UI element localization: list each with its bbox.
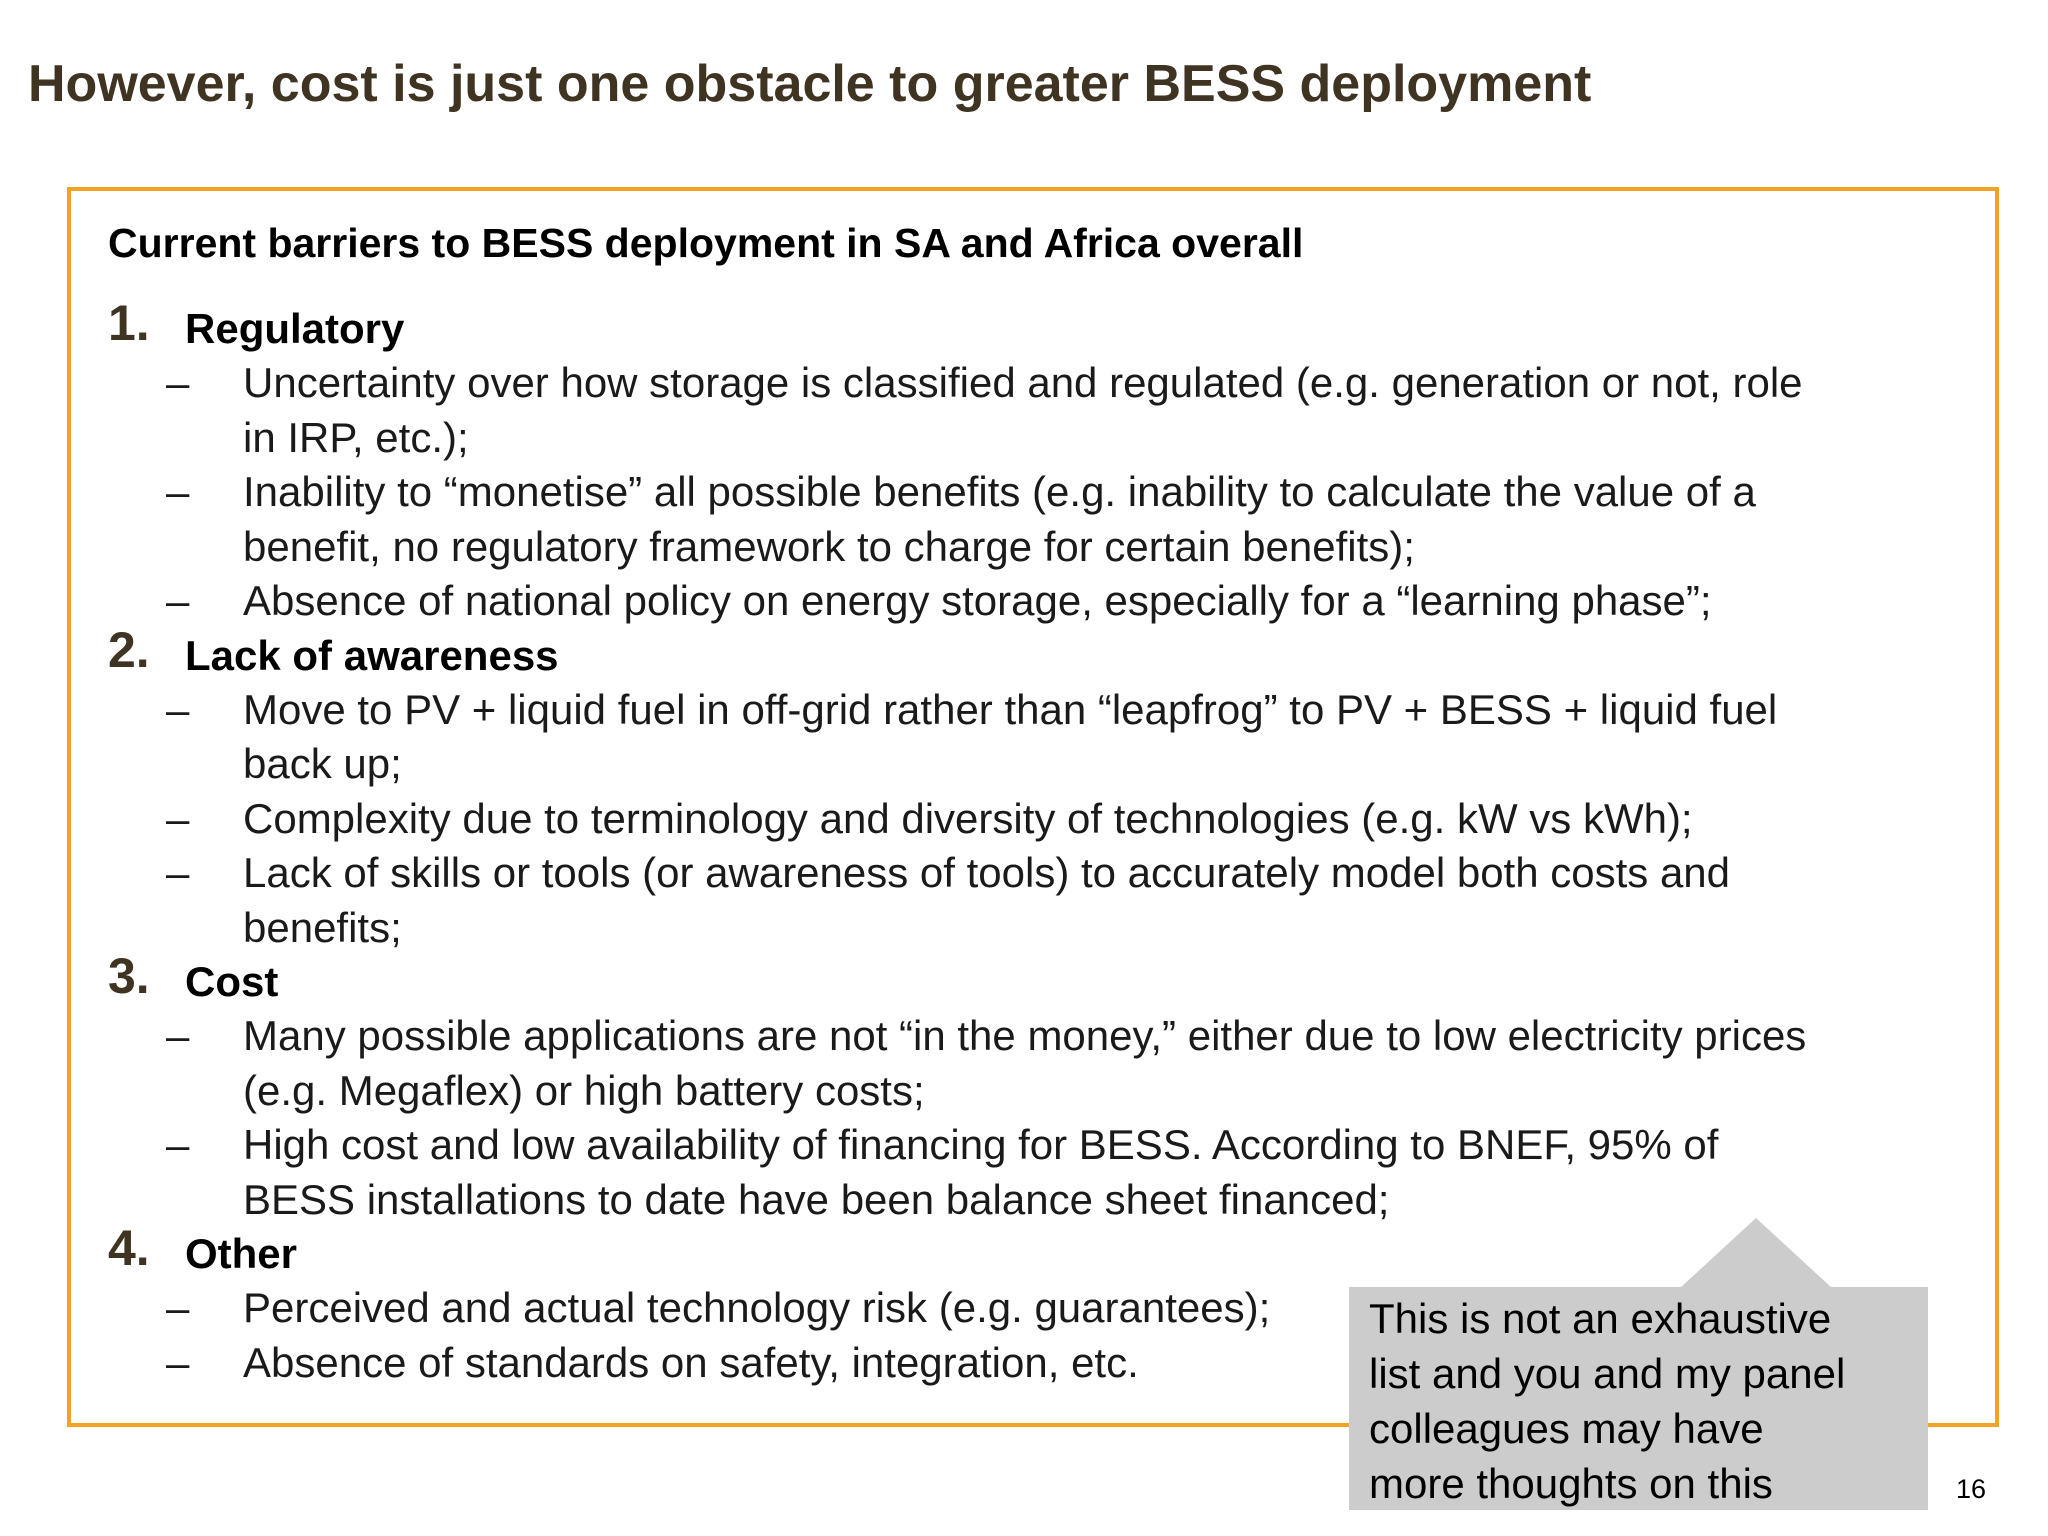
bullet-item <box>108 846 1968 955</box>
section-label: Lack of awareness <box>185 631 559 679</box>
page-number: 16 <box>1956 1474 1987 1504</box>
bullet-line: Complexity due to terminology and diversity of technologies (e.g. kW vs kWh); <box>243 794 1693 842</box>
section-cost <box>108 948 1968 1227</box>
section-label: Cost <box>185 958 279 1005</box>
bullet-item <box>108 683 1968 792</box>
bullet-dash: – <box>166 577 190 624</box>
bullet-dash: – <box>166 685 190 733</box>
bullet-dash: – <box>166 794 190 842</box>
section-label: Regulatory <box>185 305 405 352</box>
bullet-dash: – <box>166 1338 190 1386</box>
bullet-line: Absence of national policy on energy storage, especially for a “learning phase”; <box>243 577 1712 624</box>
bullet-item <box>108 1118 1968 1227</box>
bullet-dash: – <box>166 359 190 406</box>
bullet-line: benefits; <box>243 903 402 951</box>
bullet-item <box>108 792 1968 847</box>
bullet-line: in IRP, etc.); <box>243 413 469 461</box>
bullet-dash: – <box>166 1284 190 1331</box>
bullet-line: (e.g. Megaflex) or high battery costs; <box>243 1066 925 1114</box>
bullet-line: High cost and low availability of financing for BESS. According to BNEF, 95% of <box>243 1121 1719 1168</box>
bullet-item <box>108 465 1968 574</box>
bullet-line: Many possible applications are not “in the money,” either due to low electricity prices <box>243 1012 1807 1059</box>
box-heading: Current barriers to BESS deployment in SA and Africa overall <box>108 220 1304 266</box>
bullet-line: back up; <box>243 740 402 787</box>
bullet-dash: – <box>166 1012 190 1059</box>
bullet-line: benefit, no regulatory framework to charge for certain benefits); <box>243 522 1415 570</box>
section-regulatory <box>108 295 1968 629</box>
callout-line: This is not an exhaustive <box>1369 1295 1832 1342</box>
section-number: 2. <box>108 621 150 678</box>
section-number: 4. <box>108 1220 150 1276</box>
bullet-dash: – <box>166 468 190 515</box>
section-header <box>108 621 1968 683</box>
slide-title: However, cost is just one obstacle to greater BESS deployment <box>28 55 1592 113</box>
callout-line: list and you and my panel <box>1369 1350 1846 1397</box>
bullet-line: BESS installations to date have been balance sheet financed; <box>243 1175 1390 1223</box>
callout-note <box>1349 1287 1928 1510</box>
bullet-line: Absence of standards on safety, integration, etc. <box>243 1338 1139 1386</box>
bullet-line: Inability to “monetise” all possible benefits (e.g. inability to calculate the value of a <box>243 468 1756 515</box>
bullet-item <box>108 356 1968 465</box>
bullet-dash: – <box>166 1121 190 1168</box>
callout-pointer <box>1680 1218 1832 1288</box>
bullet-line: Move to PV + liquid fuel in off-grid rather than “leapfrog” to PV + BESS + liquid fuel <box>243 685 1778 733</box>
callout-line: more thoughts on this <box>1369 1460 1773 1507</box>
section-label: Other <box>185 1230 298 1277</box>
section-number: 3. <box>108 948 150 1004</box>
section-number: 1. <box>108 295 150 351</box>
section-header <box>108 948 1968 1009</box>
bullet-item <box>108 1009 1968 1118</box>
callout-line: colleagues may have <box>1369 1405 1764 1452</box>
bullet-line: Perceived and actual technology risk (e.g. guarantees); <box>243 1284 1271 1331</box>
section-header <box>108 295 1968 356</box>
bullet-item <box>108 574 1968 629</box>
bullet-line: Lack of skills or tools (or awareness of tools) to accurately model both costs and <box>243 849 1731 896</box>
bullet-line: Uncertainty over how storage is classified and regulated (e.g. generation or not, role <box>243 359 1803 406</box>
bullet-dash: – <box>166 849 190 896</box>
section-lack-of-awareness <box>108 621 1968 956</box>
